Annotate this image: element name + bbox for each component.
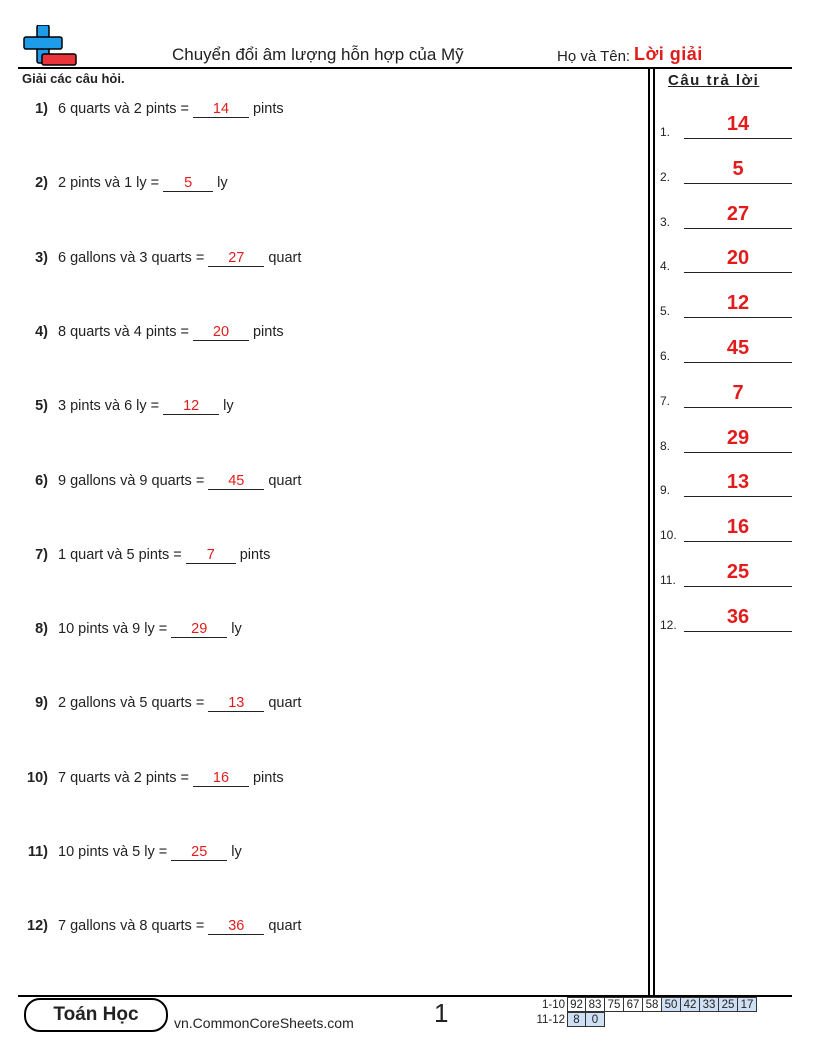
question-number: 11) (27, 844, 48, 860)
name-value: Lời giải (634, 44, 703, 64)
column-divider-right (653, 68, 655, 996)
answer-key-line (684, 496, 792, 497)
answer-key-row (660, 378, 792, 408)
score-table (531, 997, 757, 1027)
question-row (22, 695, 301, 712)
answer-key-row (660, 333, 792, 363)
question-row (22, 770, 284, 787)
answer-key-number: 6. (660, 349, 671, 363)
question-number: 5) (35, 398, 48, 415)
score-cell: 67 (624, 997, 643, 1012)
answer-key-row (660, 199, 792, 229)
answer-key-row (660, 288, 792, 318)
score-row (531, 1012, 757, 1027)
answer-key-value: 12 (726, 292, 750, 315)
answer-blank: 16 (193, 770, 249, 787)
answer-key-line (684, 272, 792, 273)
answer-key-line (684, 541, 792, 542)
answer-key-row (660, 423, 792, 453)
answer-blank: 5 (163, 175, 213, 192)
unit-label: ly (231, 621, 242, 638)
answer-key-row (660, 243, 792, 273)
answer-key-line (684, 631, 792, 632)
answer-key-number: 9. (660, 483, 671, 498)
answer-blank: 25 (171, 844, 227, 861)
unit-label: quart (268, 472, 302, 489)
question-text: 6 quarts và 2 pints = (58, 101, 189, 117)
name-label: Họ và Tên: (557, 48, 631, 65)
answer-key-value: 25 (726, 561, 750, 583)
question-text: 7 gallons và 8 quarts = (58, 918, 205, 935)
score-cell: 33 (700, 997, 719, 1012)
question-row (22, 844, 242, 861)
question-row (22, 547, 270, 564)
question-number: 7) (35, 546, 48, 563)
score-row (531, 997, 757, 1012)
question-text: 8 quarts và 4 pints = (58, 323, 189, 340)
answer-key-row (660, 557, 792, 587)
brand-badge: Toán Học (24, 998, 168, 1032)
question-row (22, 324, 284, 341)
unit-label: pints (252, 769, 284, 786)
answer-key-value: 20 (726, 247, 750, 270)
answer-key-value: 29 (726, 426, 750, 449)
answer-blank: 12 (163, 398, 219, 415)
plus-minus-logo-icon (22, 25, 78, 67)
score-cell: 50 (662, 997, 681, 1012)
answer-key-row (660, 467, 792, 497)
question-number: 4) (35, 323, 48, 340)
answer-key-value: 36 (726, 605, 750, 628)
question-text: 2 gallons và 5 quarts = (58, 695, 205, 712)
answer-key-row (660, 154, 792, 184)
question-text: 9 gallons và 9 quarts = (58, 472, 205, 489)
question-number: 2) (35, 175, 48, 192)
question-text: 1 quart và 5 pints = (58, 546, 182, 563)
answer-key-line (684, 586, 792, 587)
unit-label: ly (223, 398, 234, 415)
score-cell: 92 (567, 997, 586, 1012)
answer-key-row (660, 109, 792, 139)
answer-key-line (684, 317, 792, 318)
unit-label: pints (252, 101, 284, 117)
question-text: 6 gallons và 3 quarts = (58, 249, 205, 266)
question-number: 3) (35, 249, 48, 266)
answer-key-line (684, 407, 792, 408)
question-row (22, 473, 301, 490)
page-number: 1 (434, 998, 449, 1028)
question-row (22, 175, 228, 192)
question-row (22, 398, 234, 415)
score-cell: 0 (586, 1012, 605, 1027)
score-cell: 42 (681, 997, 700, 1012)
question-row (22, 101, 284, 118)
answer-key-line (684, 228, 792, 229)
answer-blank: 14 (193, 101, 249, 118)
answer-key-value: 7 (732, 381, 744, 404)
unit-label: pints (239, 546, 271, 563)
answer-blank: 45 (208, 473, 264, 490)
answer-key-value: 5 (732, 157, 744, 180)
answer-key-value: 27 (726, 202, 750, 225)
score-range-label: 1-10 (541, 998, 565, 1011)
answer-blank: 36 (208, 918, 264, 935)
score-range-label: 11-12 (536, 1013, 565, 1026)
score-cell: 8 (567, 1012, 586, 1027)
answer-key-value: 14 (726, 113, 750, 135)
answer-blank: 27 (208, 250, 264, 267)
answer-key-number: 10. (660, 528, 677, 543)
header-divider (18, 67, 792, 69)
instructions: Giải các câu hỏi. (22, 71, 125, 86)
answer-key-number: 5. (660, 304, 671, 319)
question-row (22, 250, 301, 267)
question-text: 10 pints và 9 ly = (58, 621, 168, 638)
answer-key-line (684, 362, 792, 363)
question-number: 10) (27, 769, 48, 786)
question-number: 6) (35, 472, 48, 489)
answer-key-number: 3. (660, 214, 671, 229)
answer-blank: 20 (193, 324, 249, 341)
question-row (22, 621, 242, 638)
answer-key-number: 4. (660, 259, 671, 274)
question-text: 3 pints và 6 ly = (58, 398, 160, 415)
answer-key-line (684, 183, 792, 184)
unit-label: pints (252, 323, 284, 340)
answer-blank: 7 (186, 547, 236, 564)
answer-key-value: 45 (726, 337, 750, 359)
answer-key-value: 16 (726, 516, 750, 539)
answer-blank: 29 (171, 621, 227, 638)
unit-label: quart (268, 918, 302, 935)
answer-key-number: 7. (660, 393, 671, 408)
answer-key-number: 11. (660, 573, 676, 587)
answer-key-value: 13 (726, 471, 750, 494)
score-cell: 25 (719, 997, 738, 1012)
score-cell: 17 (738, 997, 757, 1012)
answer-key-number: 12. (660, 617, 677, 632)
question-number: 12) (27, 918, 48, 935)
answer-key-number: 1. (660, 125, 671, 139)
answer-key-row (660, 512, 792, 542)
page-title: Chuyển đổi âm lượng hỗn hợp của Mỹ (172, 45, 464, 64)
question-number: 8) (35, 621, 48, 638)
score-cell: 58 (643, 997, 662, 1012)
unit-label: ly (231, 844, 242, 860)
column-divider-left (648, 68, 650, 996)
answer-blank: 13 (208, 695, 264, 712)
score-cell: 83 (586, 997, 605, 1012)
site-url: vn.CommonCoreSheets.com (174, 1015, 354, 1031)
unit-label: ly (217, 175, 228, 192)
question-number: 9) (35, 695, 48, 712)
answer-key-line (684, 138, 792, 139)
question-row (22, 918, 301, 935)
unit-label: quart (268, 695, 302, 712)
question-number: 1) (35, 101, 48, 117)
answer-key-number: 2. (660, 169, 671, 184)
score-cell: 75 (605, 997, 624, 1012)
answer-key-line (684, 452, 792, 453)
answer-key-number: 8. (660, 438, 671, 453)
unit-label: quart (268, 249, 302, 266)
question-text: 7 quarts và 2 pints = (58, 769, 189, 786)
question-text: 10 pints và 5 ly = (58, 844, 168, 860)
question-text: 2 pints và 1 ly = (58, 175, 160, 192)
answer-key-header: Câu trả lời (668, 72, 760, 89)
answer-key-row (660, 602, 792, 632)
